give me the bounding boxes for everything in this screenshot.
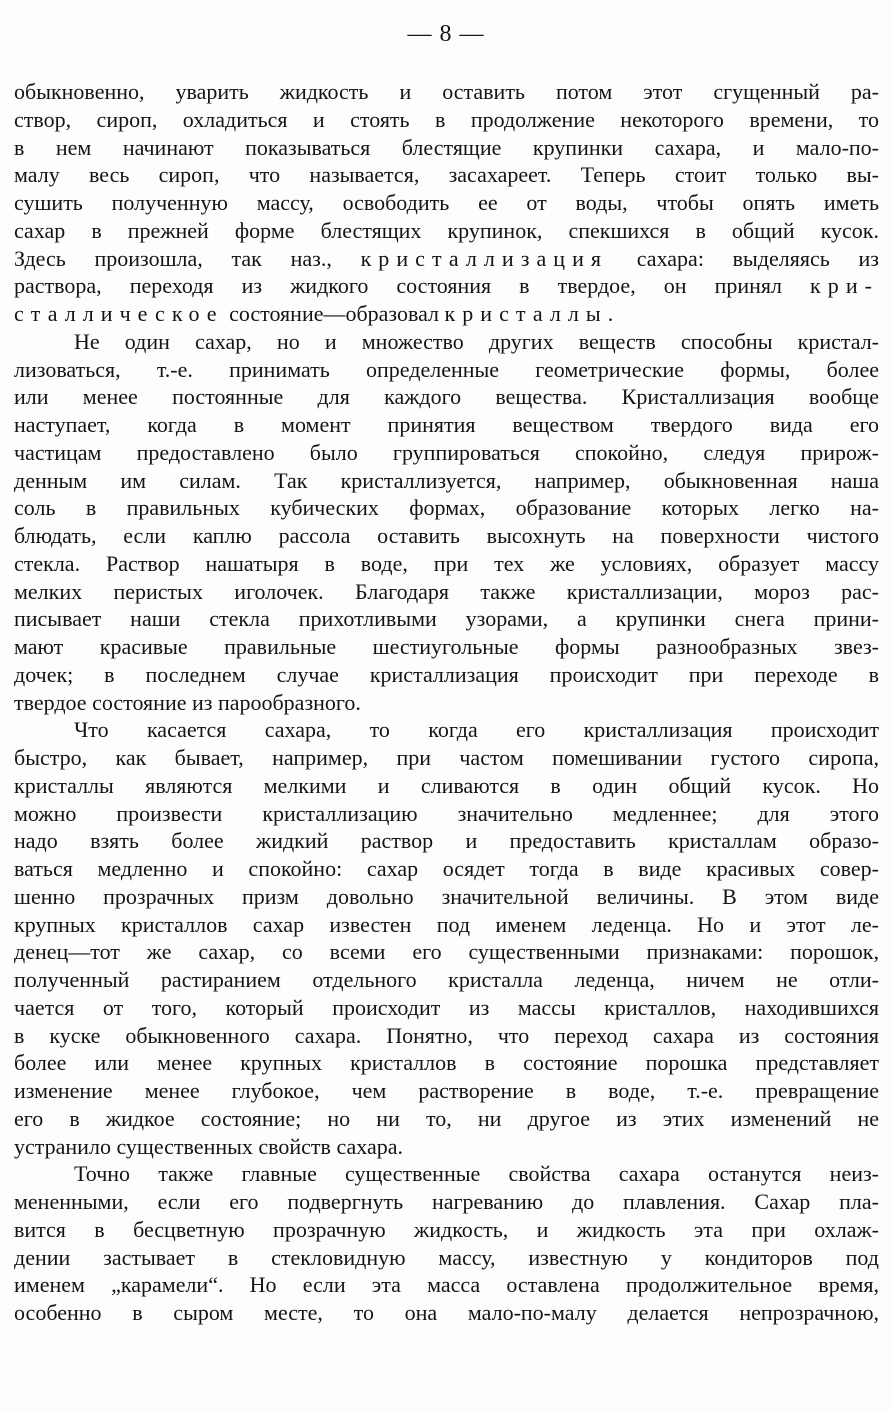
text-line: Что касается сахара, то когда его кристаллизация происходит <box>74 717 879 743</box>
text-line: соль в правильных кубических формах, образование которых легко на- <box>14 495 879 521</box>
text-line: более или менее крупных кристаллов в состояние порошка представляет <box>14 1050 879 1076</box>
page-body <box>14 78 879 1327</box>
text-segment: состояние—образовал <box>223 301 445 326</box>
text-line <box>14 272 879 300</box>
text-line: его в жидкое состояние; но ни то, ни другое из этих изменений не <box>14 1105 879 1131</box>
text-line: шенно прозрачных призм довольно значительной величины. В этом виде <box>14 883 879 909</box>
text-line: обыкновенно, уварить жидкость и оставить потом этот сгущенный ра- <box>14 79 879 104</box>
text-line: в нем начинают показываться блестящие крупинки сахара, и мало-по- <box>14 134 879 160</box>
text-line: Не один сахар, но и множество других веществ способны кристал- <box>74 328 879 354</box>
emphasized-term: сталлическое <box>14 301 224 326</box>
text-line: створ, сироп, охладиться и стоять в продолжение некоторого времени, то <box>14 106 879 132</box>
text-line: надо взять более жидкий раствор и предоставить кристаллам образо- <box>14 828 879 854</box>
text-line: кристаллы являются мелкими и сливаются в один общий кусок. Но <box>14 772 879 798</box>
text-line: быстро, как бывает, например, при частом помешивании густого сиропа, <box>14 745 879 770</box>
page-number: — 8 — <box>407 21 485 47</box>
text-segment: сахара: выделяясь из <box>608 245 879 271</box>
text-line: именем „карамели“. Но если эта масса оставлена продолжительное время, <box>14 1272 879 1298</box>
text-line: малу весь сироп, что называется, засахареет. Теперь стоит только вы- <box>14 162 879 188</box>
text-segment: Здесь произошла, так наз., <box>14 245 361 271</box>
text-line: сахар в прежней форме блестящих крупинок, спекшихся в общий кусок. <box>14 217 879 243</box>
text-line: полученный растиранием отдельного кристалла леденца, ничем не отли- <box>14 967 879 992</box>
text-line <box>14 300 879 328</box>
emphasized-term: кристаллизация <box>360 245 609 271</box>
text-line: частицам предоставлено было группироваться спокойно, следуя прирож- <box>14 439 879 465</box>
text-line: сушить полученную массу, освободить ее от воды, чтобы опять иметь <box>14 190 879 215</box>
emphasized-term: кристаллы. <box>444 301 621 326</box>
text-line: денным им силам. Так кристаллизуется, например, обыкновенная наша <box>14 467 879 493</box>
text-line: можно произвести кристаллизацию значительно медленнее; для этого <box>14 800 879 826</box>
text-line: блюдать, если каплю рассола оставить высохнуть на поверхности чистого <box>14 523 879 548</box>
text-line: особенно в сыром месте, то она мало-по-малу делается непрозрачною, <box>14 1300 879 1325</box>
text-line: или менее постоянные для каждого вещества. Кристаллизация вообще <box>14 384 879 410</box>
text-line: мененными, если его подвергнуть нагреванию до плавления. Сахар пла- <box>14 1189 879 1214</box>
text-line: писывает наши стекла прихотливыми узорами, а крупинки снега прини- <box>14 606 879 632</box>
text-line: крупных кристаллов сахар известен под именем леденца. Но и этот ле- <box>14 911 879 937</box>
text-line: изменение менее глубокое, чем растворение в воде, т.-е. превращение <box>14 1078 879 1103</box>
text-line: чается от того, который происходит из массы кристаллов, находившихся <box>14 994 879 1020</box>
text-line: твердое состояние из парообразного. <box>14 689 361 715</box>
text-line: ваться медленно и спокойно: сахар осядет тогда в виде красивых совер- <box>14 856 879 881</box>
emphasized-term: кри- <box>810 273 879 299</box>
text-line: Точно также главные существенные свойства сахара останутся неиз- <box>74 1161 879 1187</box>
text-line: вится в бесцветную прозрачную жидкость, и жидкость эта при охлаж- <box>14 1216 879 1242</box>
text-line: мают красивые правильные шестиугольные формы разнообразных звез- <box>14 634 879 659</box>
text-line: стекла. Раствор нашатыря в воде, при тех же условиях, образует массу <box>14 550 879 576</box>
text-line: дочек; в последнем случае кристаллизация происходит при переходе в <box>14 661 879 687</box>
text-line <box>14 245 879 273</box>
text-line: дении застывает в стекловидную массу, известную у кондиторов под <box>14 1244 879 1270</box>
text-line: наступает, когда в момент принятия веществом твердого вида его <box>14 412 879 437</box>
text-line: мелких перистых иголочек. Благодаря также кристаллизации, мороз рас- <box>14 578 879 604</box>
text-line: лизоваться, т.-е. принимать определенные геометрические формы, более <box>14 356 879 382</box>
text-line: денец—тот же сахар, со всеми его существенными признаками: порошок, <box>14 939 879 965</box>
text-line: устранило существенных свойств сахара. <box>14 1133 403 1159</box>
text-segment: раствора, переходя из жидкого состояния в твердое, он принял <box>14 273 811 299</box>
text-line: в куске обыкновенного сахара. Понятно, что переход сахара из состояния <box>14 1022 879 1048</box>
